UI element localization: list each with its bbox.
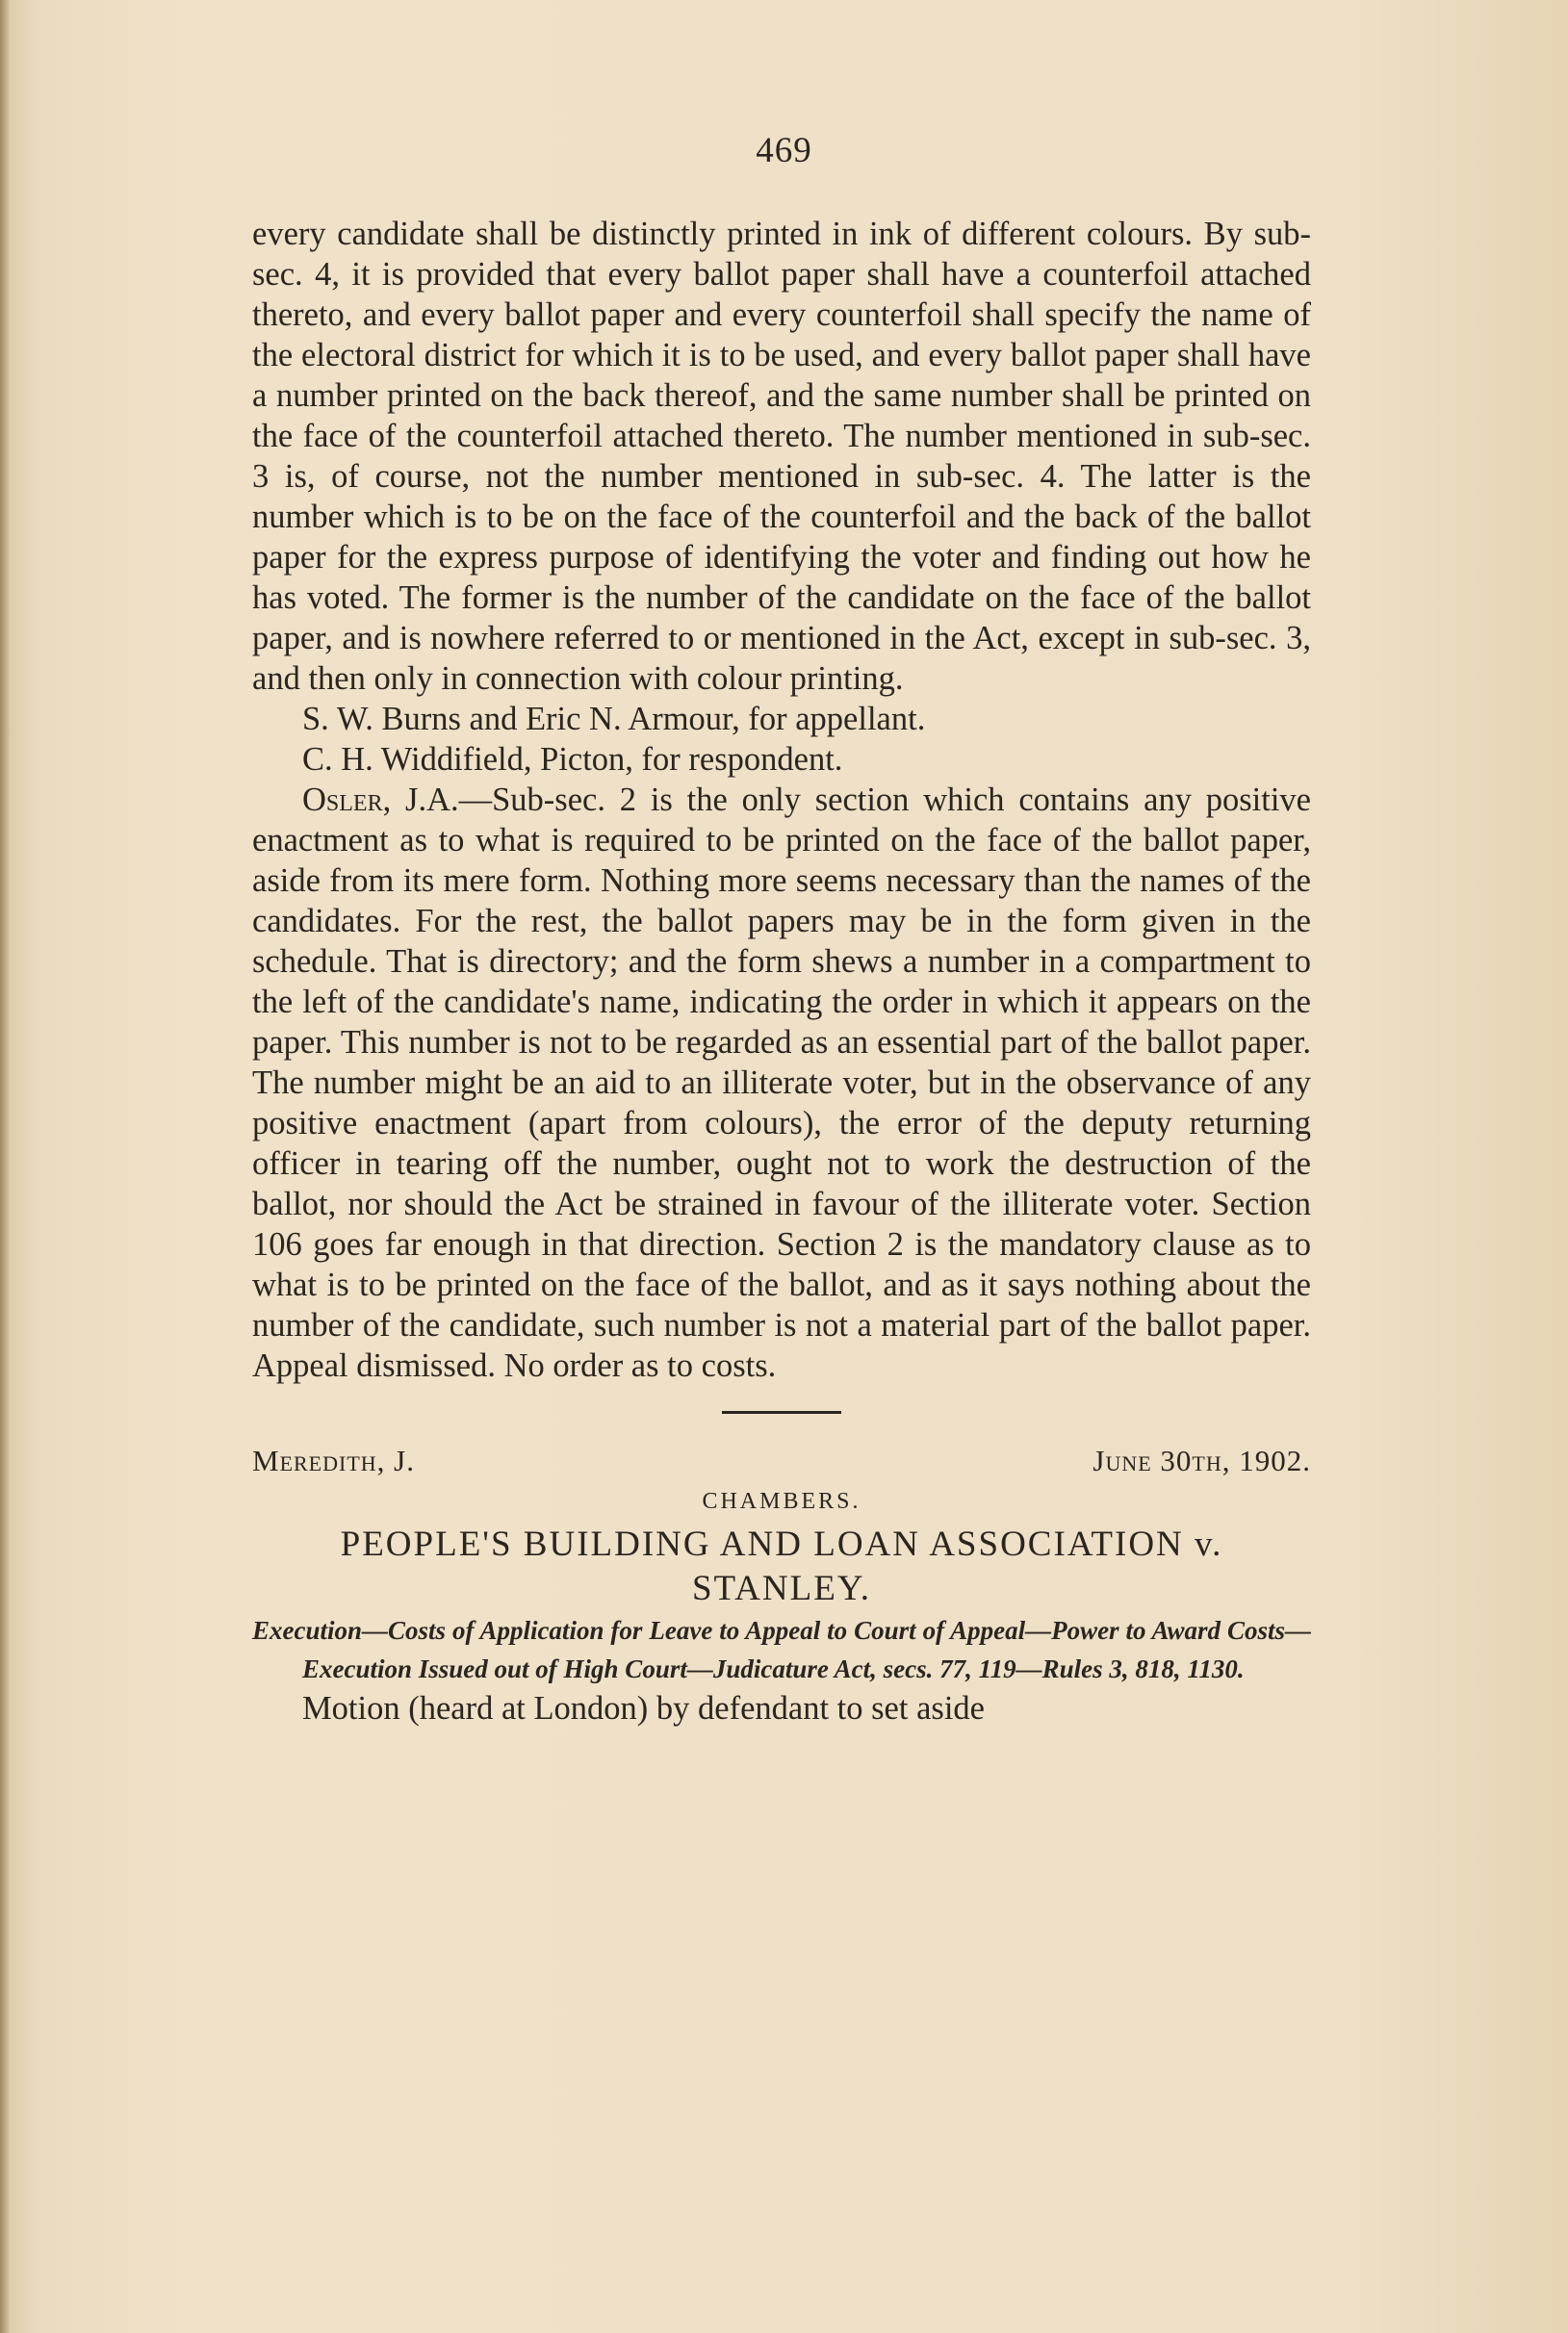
section-divider [722, 1411, 841, 1414]
case-headnote: Execution—Costs of Application for Leave to Appeal to Court of Appeal—Power to Award Costs—Execution Issued out of High Court—Judicature Act, secs. 77, 119—Rules 3, 818, 1130. [252, 1616, 1311, 1683]
case-title: PEOPLE'S BUILDING AND LOAN ASSOCIATION v. STANLEY. [340, 1525, 1223, 1608]
page-number: 469 [756, 131, 812, 170]
paragraph-continued: every candidate shall be distinctly printed in ink of different colours. By sub-sec. 4, it is provided that every ballot paper shall have a counterfoil attached thereto, and every ballot paper and every counterfoil shall specify the name of the electoral district for which it is to be used, and every ballot paper shall have a number printed on the back thereof, and the same number shall be printed on the face of the counterfoil attached thereto. The number mentioned in sub-sec. 3 is, of course, not the number mentioned in sub-sec. 4. The latter is the number which is to be on the face of the counterfoil and the back of the ballot paper for the express purpose of identifying the voter and finding out how he has voted. The former is the number of the candidate on the face of the ballot paper, and is nowhere referred to or mentioned in the Act, except in sub-sec. 3, and then only in connection with colour printing. [252, 216, 1311, 697]
judgment-paragraph [252, 780, 1311, 1386]
court-label: CHAMBERS. [702, 1489, 861, 1514]
case-header-line [252, 1441, 1311, 1481]
judgment-judge-name: Osler, J.A. [302, 782, 459, 818]
case-date: June 30th, 1902. [1092, 1444, 1311, 1477]
case-judge: Meredith, J. [252, 1444, 415, 1477]
text-column [252, 214, 1311, 1729]
page-spine-shadow [0, 0, 10, 2333]
motion-paragraph: Motion (heard at London) by defendant to set aside [302, 1690, 985, 1727]
counsel-appellant: S. W. Burns and Eric N. Armour, for appellant. [302, 701, 926, 737]
judgment-text: —Sub-sec. 2 is the only section which contains any positive enactment as to what is required to be printed on the face of the ballot paper, aside from its mere form. Nothing more seems necessary than the names of the candidates. For the rest, the ballot papers may be in the form given in the schedule. That is directory; and the form shews a number in a compartment to the left of the candidate's name, indicating the order in which it appears on the paper. This number is not to be regarded as an essential part of the ballot paper. The number might be an aid to an illiterate voter, but in the observance of any positive enactment (apart from colours), the error of the deputy returning officer in tearing off the number, ought not to work the destruction of the ballot, nor should the Act be strained in favour of the illiterate voter. Section 106 goes far enough in that direction. Section 2 is the mandatory clause as to what is to be printed on the face of the ballot, and as it says nothing about the number of the candidate, such number is not a material part of the ballot paper. Appeal dismissed. No order as to costs. [252, 782, 1311, 1384]
counsel-respondent: C. H. Widdifield, Picton, for respondent. [302, 741, 843, 778]
